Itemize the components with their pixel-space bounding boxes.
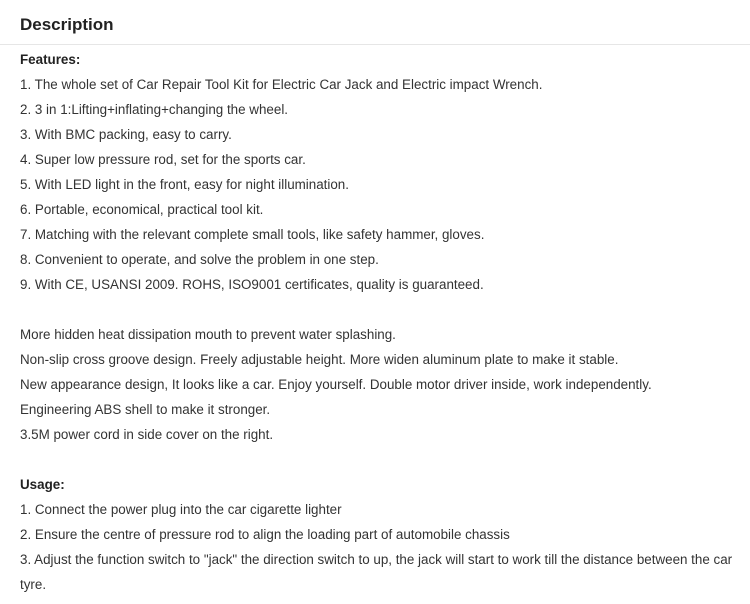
spacer — [20, 447, 735, 472]
feature-item: 7. Matching with the relevant complete small tools, like safety hammer, gloves. — [20, 227, 485, 242]
detail-line: More hidden heat dissipation mouth to prevent water splashing. — [20, 327, 396, 342]
usage-item: 1. Connect the power plug into the car cigarette lighter — [20, 502, 342, 517]
feature-item: 5. With LED light in the front, easy for night illumination. — [20, 177, 349, 192]
feature-item: 9. With CE, USANSI 2009. ROHS, ISO9001 certificates, quality is guaranteed. — [20, 277, 484, 292]
detail-line: 3.5M power cord in side cover on the right. — [20, 427, 274, 442]
section-heading: Description — [20, 15, 114, 34]
detail-line: Engineering ABS shell to make it stronger. — [20, 402, 271, 417]
feature-item: 8. Convenient to operate, and solve the problem in one step. — [20, 252, 379, 267]
feature-item: 2. 3 in 1:Lifting+inflating+changing the wheel. — [20, 102, 289, 117]
spacer — [20, 297, 735, 322]
description-content — [20, 47, 735, 597]
detail-line: Non-slip cross groove design. Freely adjustable height. More widen aluminum plate to make it stable. — [20, 352, 619, 367]
feature-item: 4. Super low pressure rod, set for the sports car. — [20, 152, 306, 167]
usage-title: Usage: — [20, 477, 65, 492]
detail-line: New appearance design, It looks like a car. Enjoy yourself. Double motor driver inside, work independently. — [20, 377, 652, 392]
usage-item: 2. Ensure the centre of pressure rod to align the loading part of automobile chassis — [20, 527, 510, 542]
feature-item: 6. Portable, economical, practical tool kit. — [20, 202, 264, 217]
usage-item: 3. Adjust the function switch to "jack" the direction switch to up, the jack will start to work till the distance between the car tyre. — [20, 552, 733, 592]
feature-item: 1. The whole set of Car Repair Tool Kit for Electric Car Jack and Electric impact Wrench. — [20, 77, 543, 92]
feature-item: 3. With BMC packing, easy to carry. — [20, 127, 232, 142]
features-title: Features: — [20, 52, 81, 67]
divider — [0, 44, 750, 45]
